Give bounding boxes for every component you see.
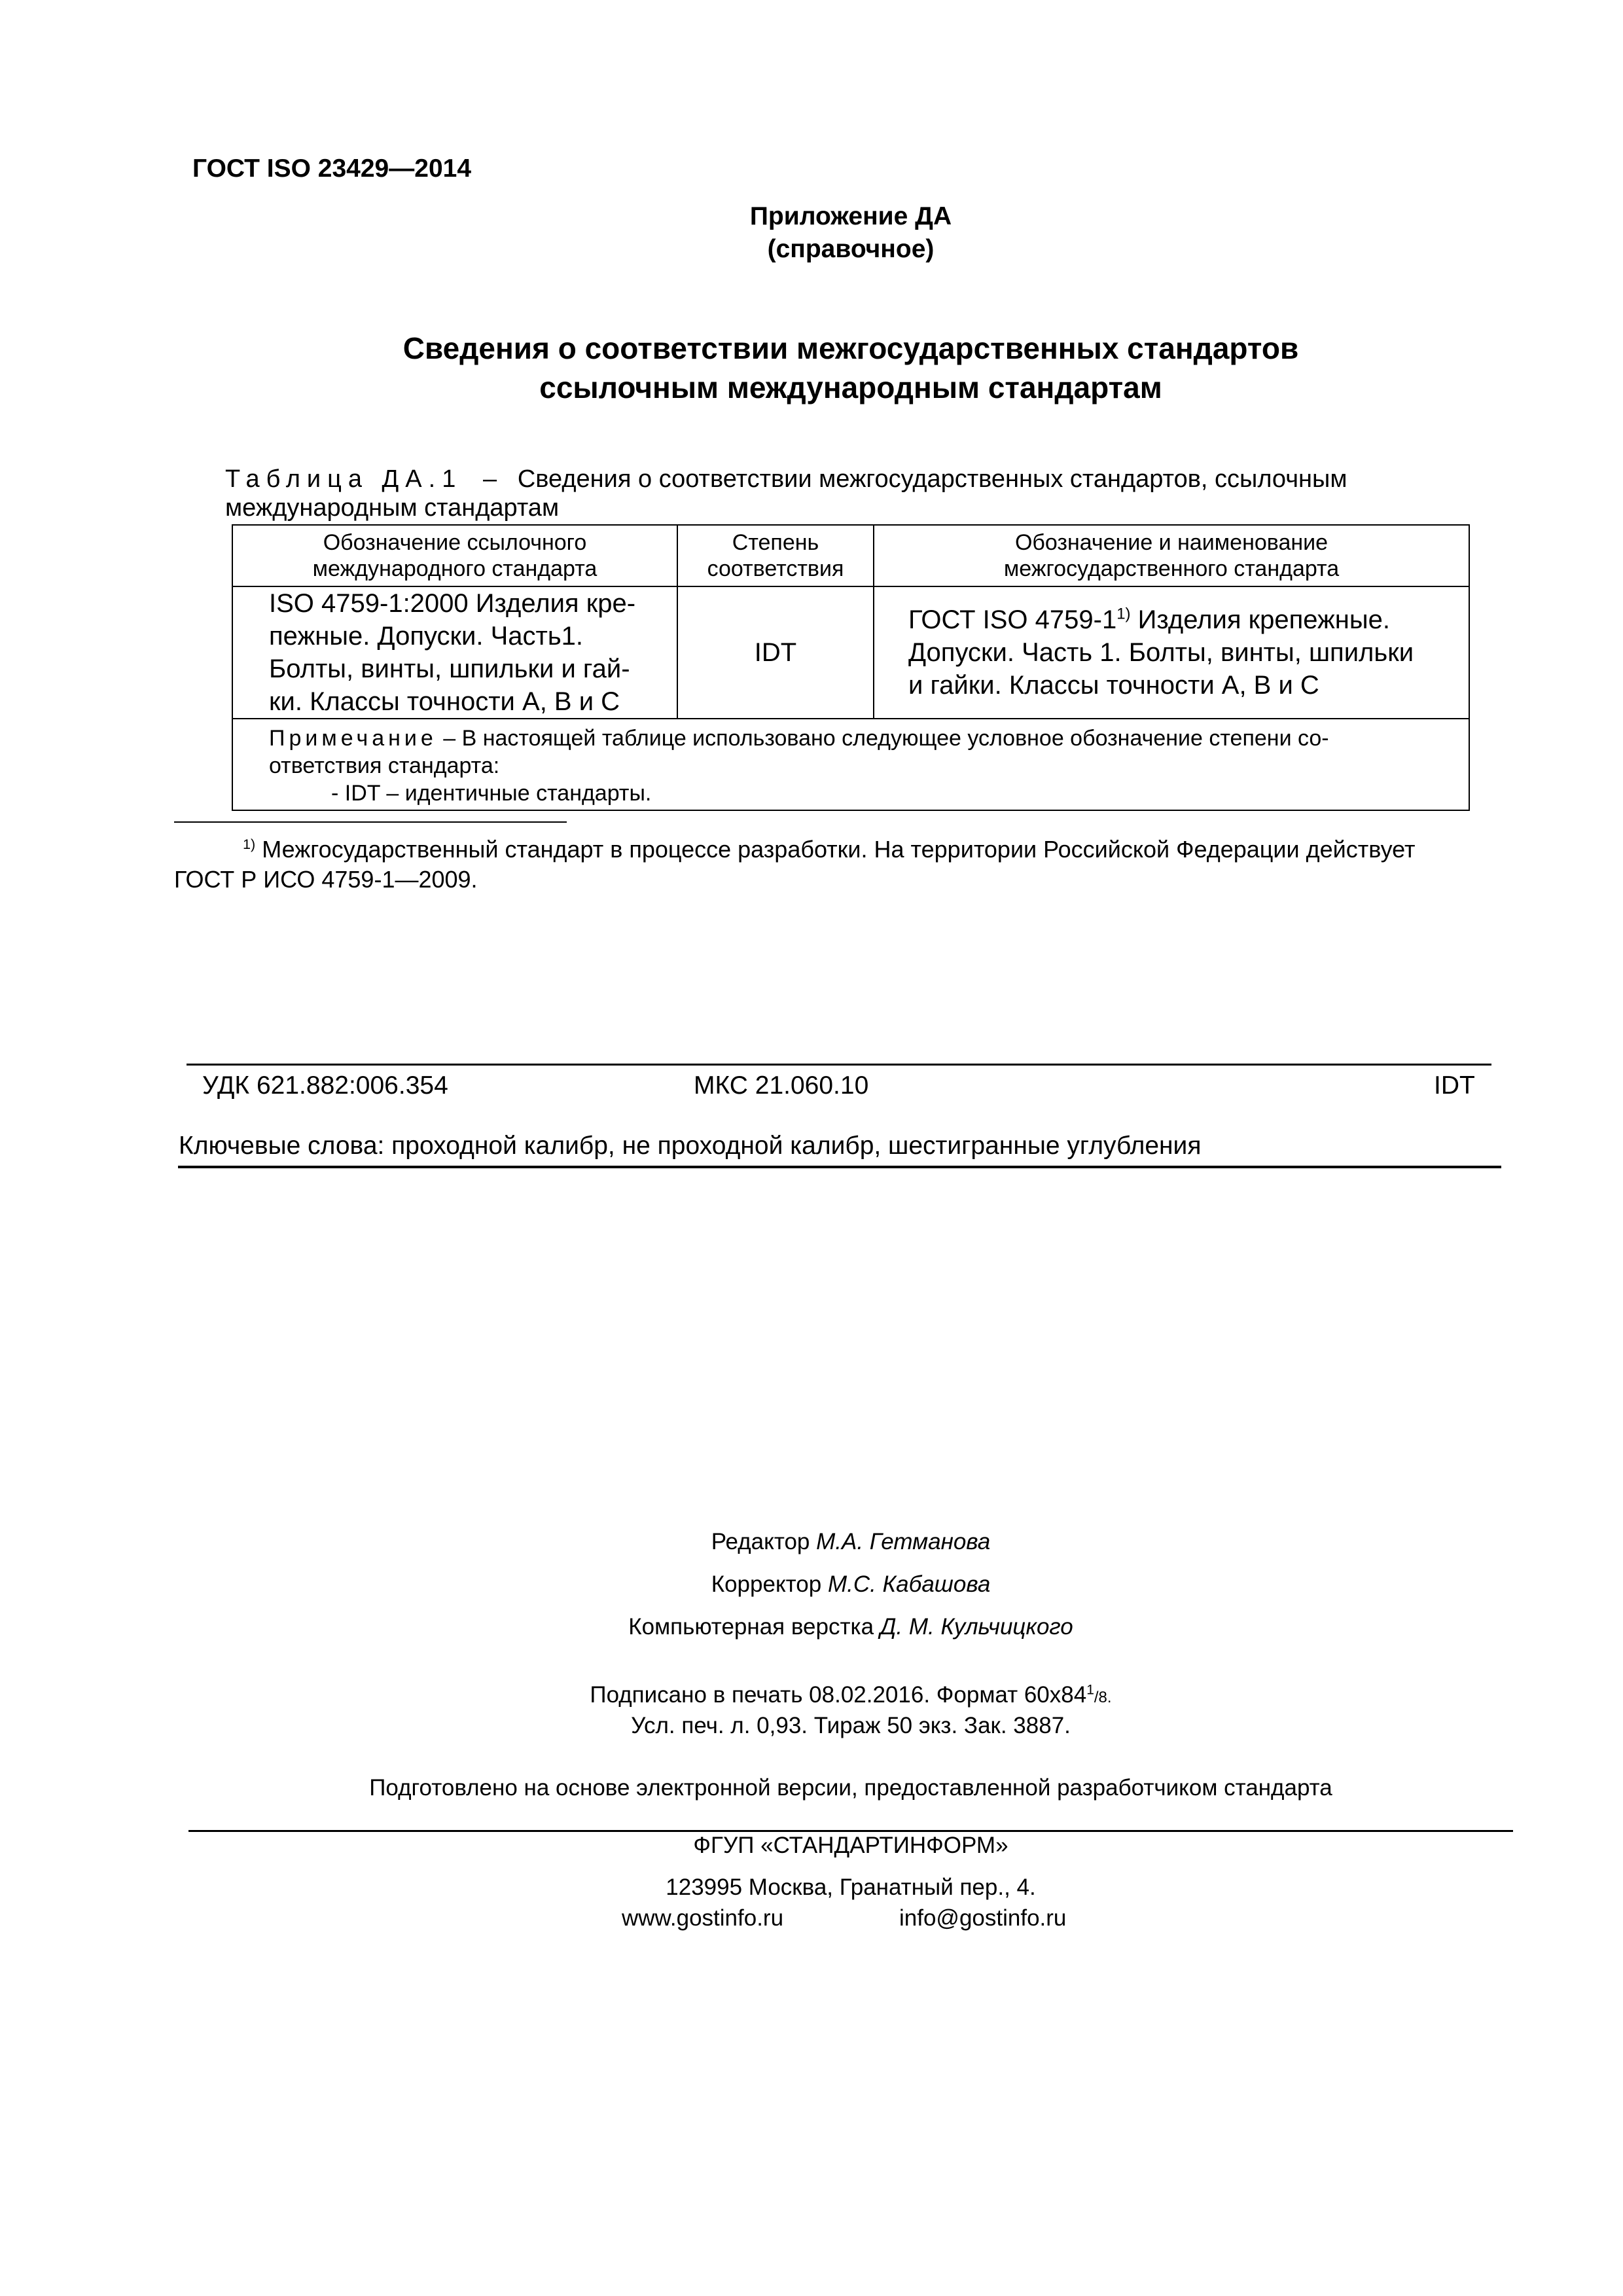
publisher-name: ФГУП «СТАНДАРТИНФОРМ» (693, 1833, 1008, 1858)
publisher-email[interactable]: info@gostinfo.ru (899, 1905, 1067, 1931)
editor-line: Редактор М.А. Гетманова (711, 1529, 991, 1554)
table-caption (225, 465, 1469, 522)
print-info: Усл. печ. л. 0,93. Тираж 50 экз. Зак. 3887. (631, 1713, 1071, 1738)
udk-code: УДК 621.882:006.354 (202, 1071, 448, 1100)
document-code: ГОСТ ISO 23429—2014 (192, 154, 472, 183)
table-caption-label: Таблица ДА.1 (225, 465, 463, 493)
layout-name: Д. М. Кульчицкого (880, 1614, 1073, 1640)
appendix-type: (справочное) (767, 235, 935, 263)
signed-to-print: Подписано в печать 08.02.2016. Формат $60х84^1/8$. (590, 1682, 1112, 1708)
table-note-row (232, 719, 1469, 810)
degree-code: IDT (1434, 1071, 1475, 1100)
note-label: Примечание (269, 726, 437, 751)
table-header-row (232, 525, 1469, 586)
table-row (232, 586, 1469, 719)
main-heading-line-2: ссылочным международным стандартам (539, 370, 1162, 404)
degree-cell: IDT (677, 586, 874, 719)
intl-standard-cell: ISO 4759-1:2000 Изделия кре- пежные. Допуски. Часть1. Болты, винты, шпильки и гай- ки. Классы точности А, В и С (232, 586, 677, 719)
gost-standard-cell: ГОСТ ISO 4759-1$^{1)}$ Изделия крепежные. Допуски. Часть 1. Болты, винты, шпильки и гайки. Классы точности А, В и С (874, 586, 1469, 719)
classification-bottom-rule (178, 1166, 1501, 1168)
publisher-website[interactable]: www.gostinfo.ru (622, 1905, 784, 1931)
standards-table (232, 524, 1470, 811)
publisher-rule (188, 1830, 1513, 1832)
footnote-reference: 1) (1116, 605, 1131, 623)
keywords: Ключевые слова: проходной калибр, не проходной калибр, шестигранные углубления (179, 1132, 1202, 1160)
appendix-title: Приложение ДА (749, 202, 952, 230)
table-caption-dash: – (483, 465, 497, 493)
layout-line: Компьютерная верстка Д. М. Кульчицкого (628, 1614, 1073, 1640)
publisher-address: 123995 Москва, Гранатный пер., 4. (666, 1874, 1036, 1900)
table-note: Примечание – В настоящей таблице использовано следующее условное обозначение степени со- ответствия стандарта: - IDT – идентичные стандарты. (232, 719, 1469, 810)
corrector-line: Корректор М.С. Кабашова (711, 1571, 991, 1597)
table-caption-text: Сведения о соответствии межгосударственных стандартов, ссылочным международным стандартам (225, 465, 1347, 522)
footnote-mark: 1) (243, 836, 256, 852)
classification-top-rule (187, 1064, 1491, 1066)
footnote: $^{1)}$ Межгосударственный стандарт в процессе разработки. На территории Российской Федерации действует ГОСТ Р ИСО 4759-1—2009. (174, 836, 1416, 893)
footnote-divider (174, 821, 567, 823)
main-heading-line-1: Сведения о соответствии межгосударственных стандартов (402, 331, 1299, 365)
prepared-note: Подготовлено на основе электронной версии, предоставленной разработчиком стандарта (369, 1775, 1332, 1801)
corrector-name: М.С. Кабашова (827, 1571, 991, 1597)
editor-name: М.А. Гетманова (816, 1529, 991, 1554)
column-header-degree: Степень соответствия (677, 525, 874, 586)
mks-code: МКС 21.060.10 (694, 1071, 869, 1100)
column-header-intl-standard: Обозначение ссылочного международного стандарта (232, 525, 677, 586)
column-header-gost-standard: Обозначение и наименование межгосударственного стандарта (874, 525, 1469, 586)
